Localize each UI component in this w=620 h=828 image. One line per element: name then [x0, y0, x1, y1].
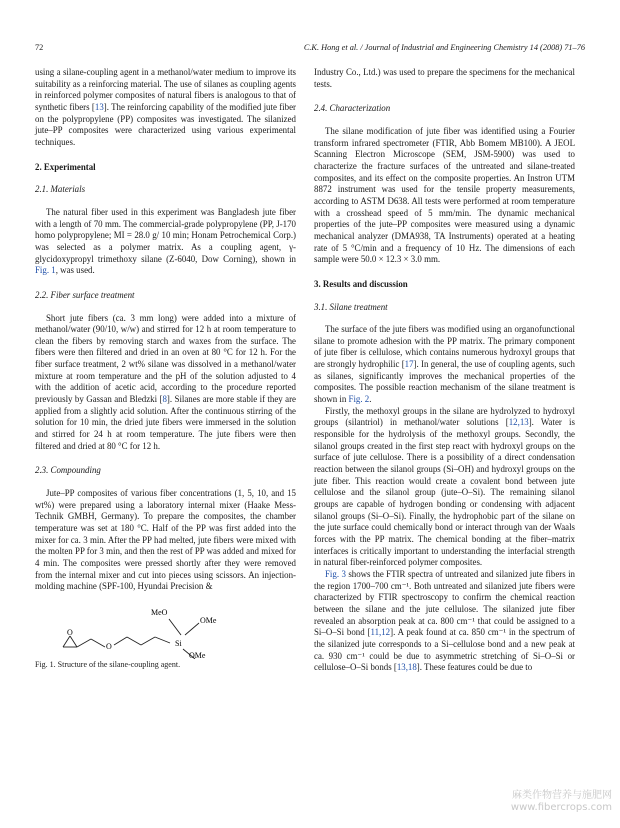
- subsection-heading: 3.1. Silane treatment: [314, 301, 388, 312]
- figure-caption: Fig. 1. Structure of the silane-coupling agent.: [35, 659, 181, 669]
- citation-link[interactable]: 12,13: [508, 417, 529, 428]
- ftir-paragraph: Fig. 3 shows the FTIR spectra of untreated and silanized jute fibers in the region 1700–700 cm⁻¹. Both untreated and silanized jute fibers were characterized by FTIR spectroscopy to confirm the chemical reaction between the silane and the jute cellulose. The silanized jute fiber revealed an absorption peak at ca. 800 cm⁻¹ that could be assigned to a Si–O–Si bond [11,12]. A peak found at ca. 850 cm⁻¹ in the spectrum of the silanized jute corresponds to a Si–cellulose bond and a new peak at ca. 930 cm⁻¹ could be due to asymmetric stretching of Si–O–Si or cellulose–O–Si bonds [13,18]. These features could be due to: [314, 568, 576, 673]
- citation-link[interactable]: 8: [162, 394, 167, 405]
- citation-link[interactable]: 17: [404, 359, 414, 370]
- methoxy-label-top: MeO: [151, 607, 168, 617]
- surface-treatment-paragraph: Short jute fibers (ca. 3 mm long) were added into a mixture of methanol/water (90/10, w/w) and stirred for 12 h at room temperature to clean the fibers by removing starch and waxes from the surface. The fibers were then filtered and dried in an oven at 80 °C for 12 h. For the fiber surface treatment, 2 wt% silane was dissolved in a methanol/water mixture at room temperature and the pH of the solution adjusted to 4 with the addition of acetic acid, according to the procedure reported previously by Gassan and Bledzki [8]. Silanes are more stable if they are applied from a slightly acid solution. After the continuous stirring of the solution for 10 min, the dried jute fibers were immersed in the solution and stirred for 24 h at room temperature. The jute fibers were then filtered and dried at 80 °C for 12 h.: [35, 312, 296, 451]
- figure-1: [35, 597, 296, 659]
- materials-paragraph: The natural fiber used in this experiment was Bangladesh jute fiber with a length of 70 mm. The commercial-grade polypropylene (PP, J-170 homo polypropylene; MI = 28.0 g/ 10 min; Honam Petrochemical Corp.) was selected as a polymer matrix. As a coupling agent, γ-glycidoxypropyl trimethoxy silane (Z-6040, Dow Corning), shown in Fig. 1, was used.: [35, 206, 296, 276]
- characterization-paragraph: The silane modification of jute fiber was identified using a Fourier transform infrared spectrometer (FTIR, Abb Bomem MB100). A JEOL Scanning Electron Microscope (SEM, JSM-5900) was used to characterize the fracture surfaces of the untreated and silane-treated composites, and its effect on the composite properties. An Instron UTM 8872 instrument was used for the tensile property measurements, according to ASTM D638. All tests were performed at room temperature with a crosshead speed of 5 mm/min. The dynamic mechanical properties of the jute–PP composites were measured using a dynamic mechanical analyzer (DMA938, TA Instruments) operated at a heating rate of 5 °C/min and a frequency of 10 Hz. The dimensions of each sample were 50.0 × 12.3 × 3.0 mm.: [314, 125, 575, 265]
- figure-link[interactable]: Fig. 2: [348, 394, 370, 405]
- compounding-paragraph: Jute–PP composites of various fiber concentrations (1, 5, 10, and 15 wt%) were prepared using a laboratory internal mixer (Haake Mess-Technik GMBH, Germany). To prepare the composites, the chamber temperature was set at 180 °C. Half of the PP was first added into the mixer for ca. 3 min. After the PP had melted, jute fibers were mixed with the molten PP for 3 min, and then the rest of PP was added and mixed for 4 min. The composites were pressed shortly after they were removed from the internal mixer and cut into pieces using scissors. An injection-molding machine (SPF-100, Hyundai Precision &: [35, 488, 296, 592]
- watermark-chinese: 麻类作物营养与施肥网: [512, 790, 612, 801]
- citation-link[interactable]: 13: [94, 101, 104, 112]
- watermark: [511, 790, 612, 814]
- silicon-label: Si: [175, 638, 182, 648]
- left-column: [35, 67, 296, 671]
- running-header: [35, 43, 585, 57]
- subsection-heading: 2.4. Characterization: [314, 103, 391, 114]
- silane-structure-diagram: [57, 597, 277, 659]
- figure-link[interactable]: Fig. 1: [35, 265, 56, 276]
- citation-link[interactable]: 11,12: [370, 627, 391, 638]
- continued-paragraph: Industry Co., Ltd.) was used to prepare the specimens for the mechanical tests.: [314, 67, 575, 89]
- page-number: 72: [35, 43, 44, 52]
- silane-paragraph-1: The surface of the jute fibers was modified using an organofunctional silane to promote adhesion with the PP matrix. The primary component of jute fiber is cellulose, which contains numerous hydroxyl groups that are strongly hydrophilic [17]. In general, the use of coupling agents, such as silanes, significantly improves the mechanical properties of the composites. The possible reaction mechanism of the silane treatment is shown in Fig. 2.: [314, 324, 575, 405]
- right-column: [314, 67, 575, 674]
- journal-title: C.K. Hong et al. / Journal of Industrial and Engineering Chemistry 14 (2008) 71–76: [303, 43, 585, 52]
- figure-link[interactable]: Fig. 3: [325, 568, 346, 579]
- section-heading: 3. Results and discussion: [314, 278, 408, 289]
- silane-paragraph-2: Firstly, the methoxyl groups in the silane are hydrolyzed to hydroxyl groups (silantriol) in methanol/water solutions [12,13]. Water is responsible for the hydrolysis of the methoxyl groups. Secondly, the silanol groups created in the first step react with hydroxyl groups on the surface of jute cellulose. There is a possibility of a direct condensation reaction between the silanol groups (Si–OH) and hydroxyl groups on the jute fiber. This reaction would create a covalent bond between jute cellulose and the silanol group (jute–O–Si). The remaining silanol groups are capable of hydrogen bonding or condensing with adjacent silanol groups (Si–O–Si). Finally, the hydrophobic part of the silane on the jute surface could chemically bond or interact through van der Waals forces with the PP matrix. The chemical bonding at the fiber–matrix interfaces is critically important to understanding the interfacial strength in natural fiber-reinforced polymer composites.: [314, 405, 575, 568]
- watermark-url: www.fibercrops.com: [510, 802, 612, 813]
- methoxy-label-right: OMe: [200, 615, 217, 625]
- intro-paragraph: using a silane-coupling agent in a methanol/water medium to improve its suitability as a reinforcing material. The use of silanes as coupling agents in reinforced polymer composites of natural fibers is analogous to that of synthetic fibers [13]. The reinforcing capability of the modified jute fiber on the polypropylene (PP) composites was investigated. The silanized jute–PP composites were characterized using various experimental techniques.: [35, 67, 296, 147]
- ring-oxygen-label: O: [67, 627, 73, 637]
- ether-oxygen-label: O: [106, 641, 112, 651]
- subsection-heading: 2.3. Compounding: [35, 465, 101, 476]
- methoxy-label-bottom: OMe: [189, 650, 206, 659]
- subsection-heading: 2.2. Fiber surface treatment: [35, 289, 135, 300]
- section-heading: 2. Experimental: [35, 161, 96, 172]
- citation-link[interactable]: 13,18: [396, 662, 417, 673]
- subsection-heading: 2.1. Materials: [35, 184, 86, 195]
